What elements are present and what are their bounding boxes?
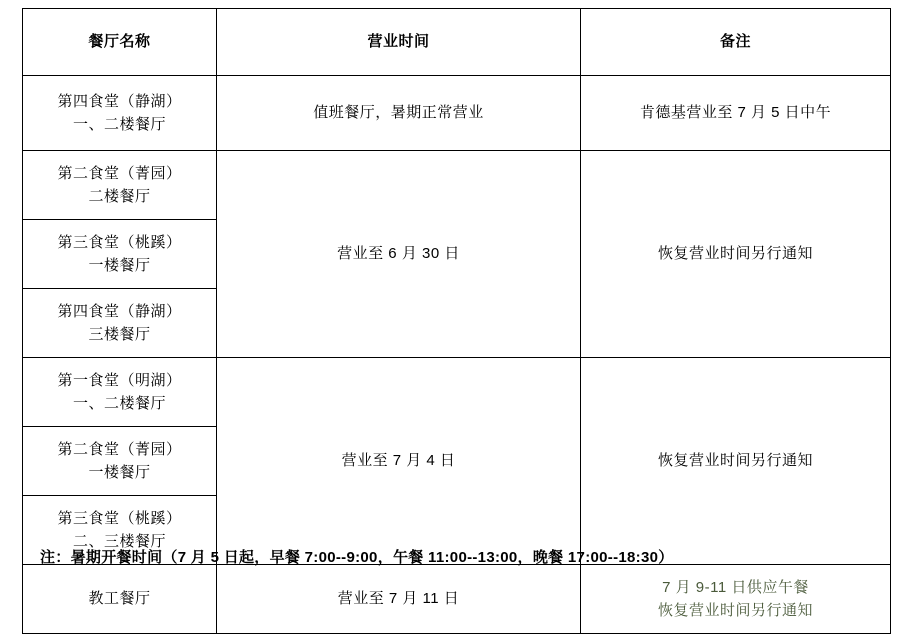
restaurant-name-line: 第三食堂（桃蹊）	[57, 233, 182, 251]
table-row	[23, 76, 891, 151]
remarks-cell	[581, 565, 891, 634]
restaurant-name-line: 一、二楼餐厅	[72, 395, 166, 412]
restaurant-name-cell	[23, 289, 217, 358]
restaurant-name-cell	[23, 151, 217, 220]
column-header-restaurant: 餐厅名称	[23, 9, 217, 76]
column-header-hours: 营业时间	[217, 9, 581, 76]
document-page	[0, 8, 909, 619]
restaurant-name-line: 第一食堂（明湖）	[57, 371, 182, 389]
restaurant-name-line: 二楼餐厅	[88, 188, 151, 205]
restaurant-name-line: 第四食堂（静湖）	[57, 92, 182, 110]
dining-schedule-table	[22, 8, 891, 634]
remarks-line: 恢复营业时间另行通知	[657, 602, 813, 619]
hours-cell: 营业至 7 月 11 日	[217, 565, 581, 634]
remarks-line: 7 月 9-11 日供应午餐	[662, 578, 809, 596]
table-row	[23, 151, 891, 220]
restaurant-name-cell	[23, 76, 217, 151]
hours-cell: 值班餐厅，暑期正常营业	[217, 76, 581, 151]
restaurant-name-cell	[23, 565, 217, 634]
restaurant-name-line: 一楼餐厅	[88, 257, 151, 274]
restaurant-name-line: 三楼餐厅	[88, 326, 151, 343]
footnote-text: 注：暑期开餐时间（7 月 5 日起，早餐 7:00--9:00，午餐 11:00--13:00，晚餐 17:00--18:30）	[40, 549, 674, 566]
restaurant-name-cell	[23, 358, 217, 427]
hours-cell: 营业至 7 月 4 日	[217, 358, 581, 565]
restaurant-name-cell	[23, 427, 217, 496]
hours-cell: 营业至 6 月 30 日	[217, 151, 581, 358]
table-row	[23, 565, 891, 634]
table-header-row	[23, 9, 891, 76]
restaurant-name-line: 教工餐厅	[88, 590, 151, 608]
restaurant-name-line: 一、二楼餐厅	[72, 116, 166, 133]
table-row	[23, 358, 891, 427]
restaurant-name-line: 第三食堂（桃蹊）	[57, 509, 182, 527]
restaurant-name-line: 第四食堂（静湖）	[57, 302, 182, 320]
restaurant-name-cell	[23, 220, 217, 289]
restaurant-name-line: 第二食堂（菁园）	[57, 440, 182, 458]
restaurant-name-line: 第二食堂（菁园）	[57, 164, 182, 182]
remarks-cell: 恢复营业时间另行通知	[581, 151, 891, 358]
remarks-cell: 肯德基营业至 7 月 5 日中午	[581, 76, 891, 151]
restaurant-name-line: 二、三楼餐厅	[72, 533, 166, 550]
column-header-remarks: 备注	[581, 9, 891, 76]
restaurant-name-line: 一楼餐厅	[88, 464, 151, 481]
remarks-cell: 恢复营业时间另行通知	[581, 358, 891, 565]
